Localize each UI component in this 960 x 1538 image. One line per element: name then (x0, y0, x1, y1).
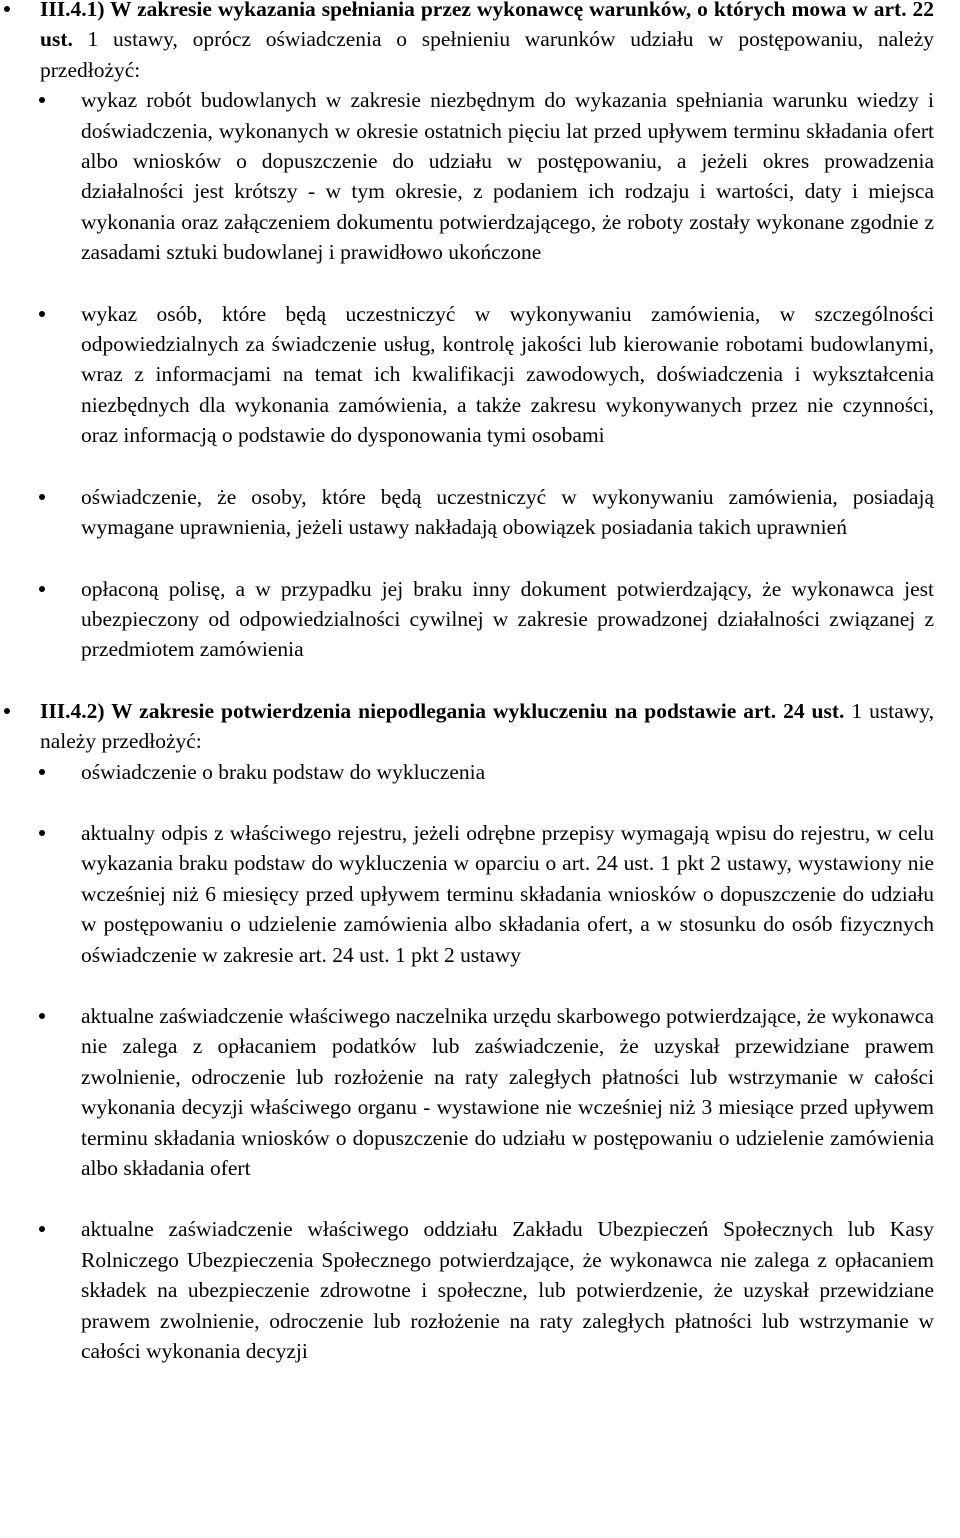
list-item-text: oświadczenie, że osoby, które będą uczestniczyć w wykonywaniu zamówienia, posiadają wymagane uprawnienia, jeżeli ustawy nakładają obowiązek posiadania takich uprawnień (81, 484, 934, 540)
bullet-icon (39, 494, 45, 500)
list-item (81, 1214, 934, 1366)
section-heading-bold: III.4.1) W zakresie wykazania spełniania przez wykonawcę warunków, o których mowa w art. 22 ust. (40, 0, 934, 52)
list-item (81, 85, 934, 267)
list-item (81, 482, 934, 543)
section-items (81, 757, 934, 1367)
list-item-text: aktualne zaświadczenie właściwego naczelnika urzędu skarbowego potwierdzające, że wykonawca nie zalega z opłacaniem podatków lub zaświadczenie, że uzyskał przewidziane prawem zwolnienie, odroczenie lub rozłożenie na raty zaległych płatności lub wstrzymanie w całości wykonania decyzji właściwego organu - wystawione nie wcześniej niż 3 miesiące przed upływem terminu składania wniosków o dopuszczenie do udziału w postępowaniu o udzielenie zamówienia albo składania ofert (81, 1003, 935, 1180)
list-item-text: oświadczenie o braku podstaw do wykluczenia (81, 759, 486, 784)
bullet-icon (39, 97, 45, 103)
list-item (81, 299, 934, 451)
list-item-text: aktualne zaświadczenie właściwego oddziału Zakładu Ubezpieczeń Społecznych lub Kasy Rolniczego Ubezpieczenia Społecznego potwierdzające, że wykonawca nie zalega z opłacaniem składek na ubezpieczenie zdrowotne i społeczne, lub potwierdzenie, że uzyskał przewidziane prawem zwolnienie, odroczenie lub rozłożenie na raty zaległych płatności lub wstrzymanie w całości wykonania decyzji (81, 1217, 934, 1364)
bullet-icon (4, 6, 10, 12)
section-heading (40, 0, 934, 85)
list-item-text: wykaz robót budowlanych w zakresie niezbędnym do wykazania spełniania warunku wiedzy i doświadczenia, wykonanych w okresie ostatnich pięciu lat przed upływem terminu składania ofert albo wniosków o dopuszczenie do udziału w postępowaniu, a jeżeli okres prowadzenia działalności jest krótszy - w tym okresie, z podaniem ich rodzaju i wartości, daty i miejsca wykonania oraz załączeniem dokumentu potwierdzającego, że roboty zostały wykonane zgodnie z zasadami sztuki budowlanej i prawidłowo ukończone (81, 88, 934, 265)
bullet-icon (39, 1226, 45, 1232)
bullet-icon (39, 769, 45, 775)
list-item (81, 574, 934, 665)
section-iii-4-2 (40, 696, 934, 1367)
list-item-text: aktualny odpis z właściwego rejestru, jeżeli odrębne przepisy wymagają wpisu do rejestru, w celu wykazania braku podstaw do wykluczenia w oparciu o art. 24 ust. 1 pkt 2 ustawy, wystawiony nie wcześniej niż 6 miesięcy przed upływem terminu składania wniosków o dopuszczenie do udziału w postępowaniu o udzielenie zamówienia albo składania ofert, a w stosunku do osób fizycznych oświadczenie w zakresie art. 24 ust. 1 pkt 2 ustawy (81, 820, 934, 967)
section-iii-4-1 (40, 0, 934, 665)
bullet-icon (39, 1013, 45, 1019)
bullet-icon (4, 708, 10, 714)
section-heading-rest: 1 ustawy, oprócz oświadczenia o spełnieniu warunków udziału w postępowaniu, należy przedłożyć: (40, 27, 934, 82)
list-item (81, 1001, 934, 1183)
bullet-icon (39, 586, 45, 592)
section-heading (40, 696, 934, 757)
section-heading-bold: III.4.2) W zakresie potwierdzenia niepodlegania wykluczeniu na podstawie art. 24 ust. (40, 698, 845, 723)
bullet-icon (39, 830, 45, 836)
section-heading-rest: 1 ustawy, należy przedłożyć: (40, 698, 934, 754)
list-item-text: wykaz osób, które będą uczestniczyć w wykonywaniu zamówienia, w szczególności odpowiedzialnych za świadczenie usług, kontrolę jakości lub kierowanie robotami budowlanymi, wraz z informacjami na temat ich kwalifikacji zawodowych, doświadczenia i wykształcenia niezbędnych dla wykonania zamówienia, a także zakresu wykonywanych przez nie czynności, oraz informacją o podstawie do dysponowania tymi osobami (81, 301, 934, 448)
bullet-icon (39, 311, 45, 317)
list-item-text: opłaconą polisę, a w przypadku jej braku inny dokument potwierdzający, że wykonawca jest ubezpieczony od odpowiedzialności cywilnej w zakresie prowadzonej działalności związanej z przedmiotem zamówienia (81, 576, 934, 662)
list-item (81, 757, 934, 787)
section-items (81, 85, 934, 665)
list-item (81, 818, 934, 970)
